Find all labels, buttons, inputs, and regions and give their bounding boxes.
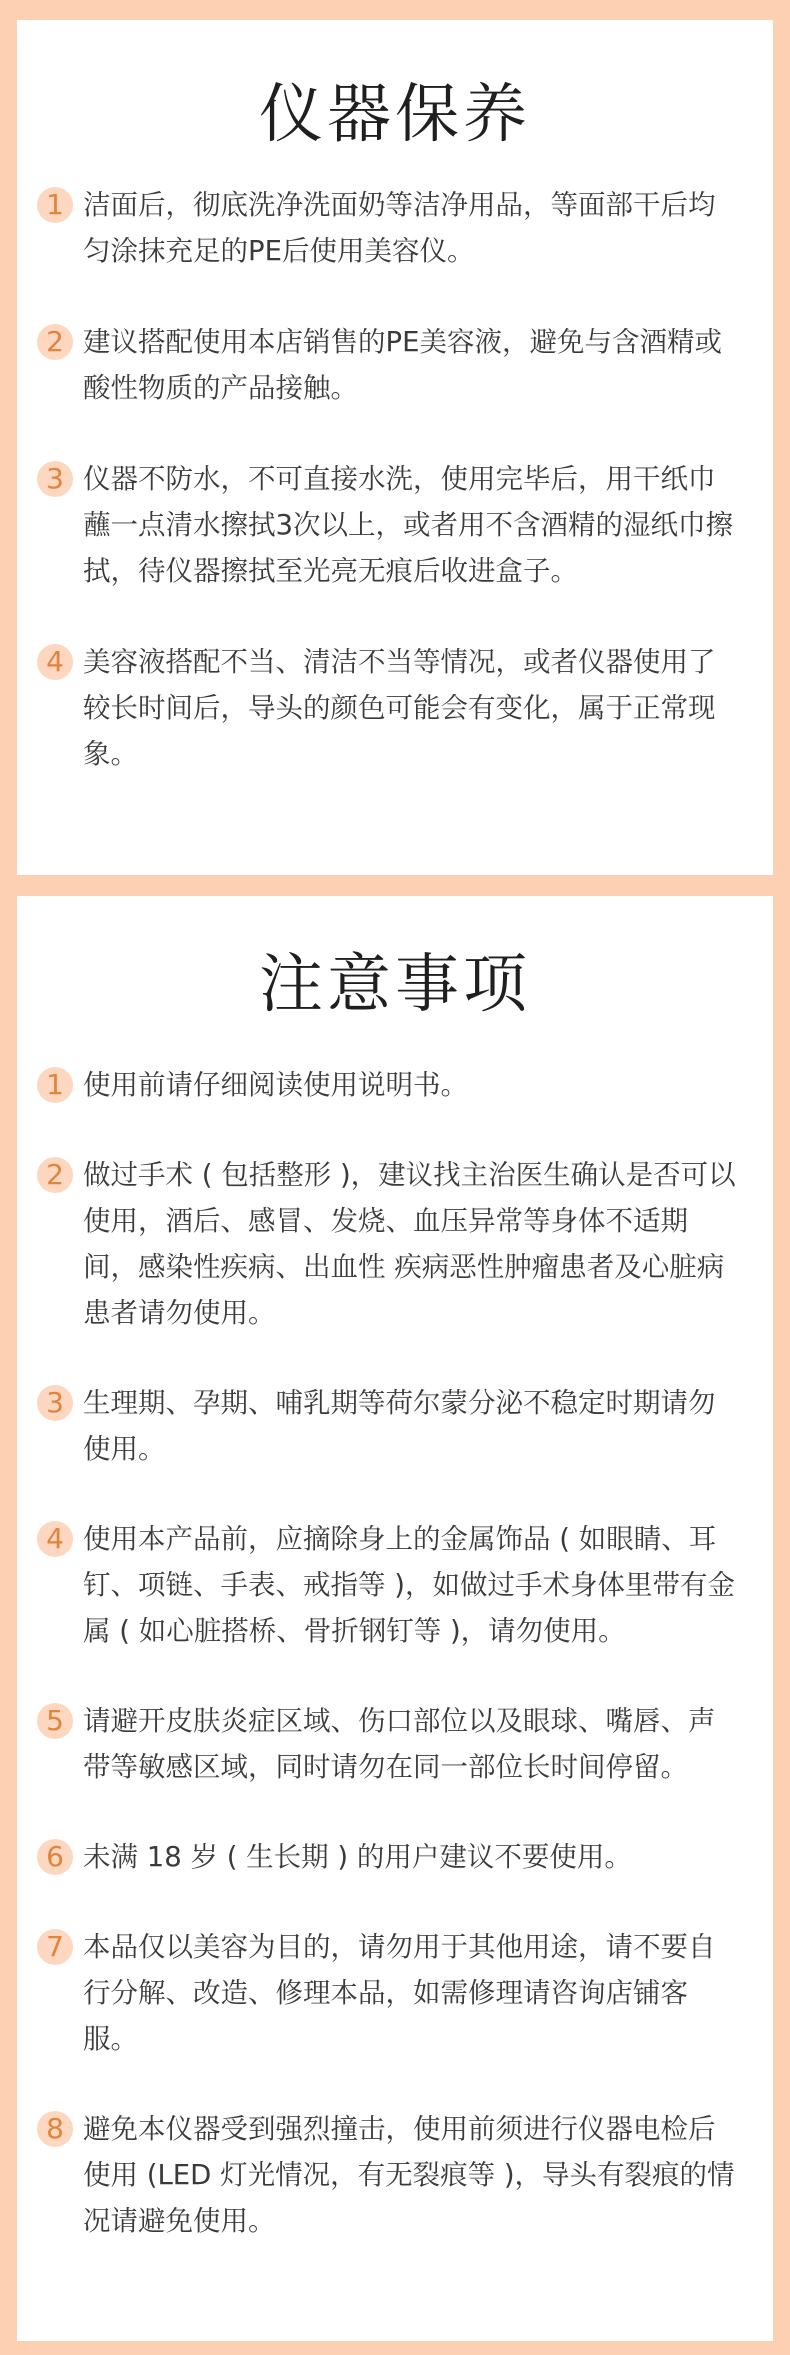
device-care-panel xyxy=(17,20,773,875)
precaution-item xyxy=(37,1062,737,1108)
precautions-list xyxy=(17,1040,773,2244)
precaution-item-text: 避免本仪器受到强烈撞击，使用前须进行仪器电检后使用 (LED 灯光情况，有无裂痕等 )，导头有裂痕的情况请避免使用。 xyxy=(83,2113,735,2237)
precautions-panel xyxy=(17,896,773,2341)
care-item-text: 美容液搭配不当、清洁不当等情况，或者仪器使用了较长时间后，导头的颜色可能会有变化，属于正常现象。 xyxy=(83,646,716,770)
precaution-item xyxy=(37,1152,737,1336)
care-item xyxy=(37,319,737,411)
number-badge: 8 xyxy=(37,2111,73,2147)
number-badge: 5 xyxy=(37,1703,73,1739)
precaution-item-text: 生理期、孕期、哺乳期等荷尔蒙分泌不稳定时期请勿使用。 xyxy=(83,1387,716,1465)
number-badge: 4 xyxy=(37,644,73,680)
number-badge: 6 xyxy=(37,1839,73,1875)
precaution-item-text: 使用前请仔细阅读使用说明书。 xyxy=(83,1069,468,1101)
precaution-item xyxy=(37,1698,737,1790)
number-badge: 1 xyxy=(37,187,73,223)
precaution-item xyxy=(37,1924,737,2062)
precaution-item xyxy=(37,2106,737,2244)
number-badge: 3 xyxy=(37,461,73,497)
number-badge: 2 xyxy=(37,1157,73,1193)
precaution-item xyxy=(37,1516,737,1654)
number-badge: 4 xyxy=(37,1521,73,1557)
precaution-item xyxy=(37,1834,737,1880)
care-item-text: 洁面后，彻底洗净洗面奶等洁净用品，等面部干后均匀涂抹充足的PE后使用美容仪。 xyxy=(83,189,716,267)
precaution-item xyxy=(37,1380,737,1472)
precaution-item-text: 本品仅以美容为目的，请勿用于其他用途，请不要自行分解、改造、修理本品，如需修理请咨询店铺客服。 xyxy=(83,1931,716,2055)
precaution-item-text: 使用本产品前，应摘除身上的金属饰品 ( 如眼睛、耳钉、项链、手表、戒指等 )，如做过手术身体里带有金属 ( 如心脏搭桥、骨折钢钉等 )，请勿使用。 xyxy=(83,1523,735,1647)
number-badge: 7 xyxy=(37,1929,73,1965)
care-item xyxy=(37,639,737,777)
care-item xyxy=(37,182,737,274)
precautions-title: 注意事项 xyxy=(259,948,531,1022)
number-badge: 2 xyxy=(37,324,73,360)
device-care-list xyxy=(17,170,773,777)
number-badge: 3 xyxy=(37,1385,73,1421)
care-item-text: 建议搭配使用本店销售的PE美容液，避免与含酒精或酸性物质的产品接触。 xyxy=(83,326,722,404)
precaution-item-text: 未满 18 岁 ( 生长期 ) 的用户建议不要使用。 xyxy=(83,1841,632,1873)
care-item-text: 仪器不防水，不可直接水洗，使用完毕后，用干纸巾蘸一点清水擦拭3次以上，或者用不含酒精的湿纸巾擦拭，待仪器擦拭至光亮无痕后收进盒子。 xyxy=(83,463,733,587)
care-item xyxy=(37,456,737,594)
device-care-title: 仪器保养 xyxy=(259,78,531,152)
precaution-item-text: 做过手术 ( 包括整形 )，建议找主治医生确认是否可以使用，酒后、感冒、发烧、血压异常等身体不适期间，感染性疾病、出血性 疾病恶性肿瘤患者及心脏病患者请勿使用。 xyxy=(83,1159,736,1329)
precaution-item-text: 请避开皮肤炎症区域、伤口部位以及眼球、嘴唇、声带等敏感区域，同时请勿在同一部位长时间停留。 xyxy=(83,1705,716,1783)
number-badge: 1 xyxy=(37,1067,73,1103)
